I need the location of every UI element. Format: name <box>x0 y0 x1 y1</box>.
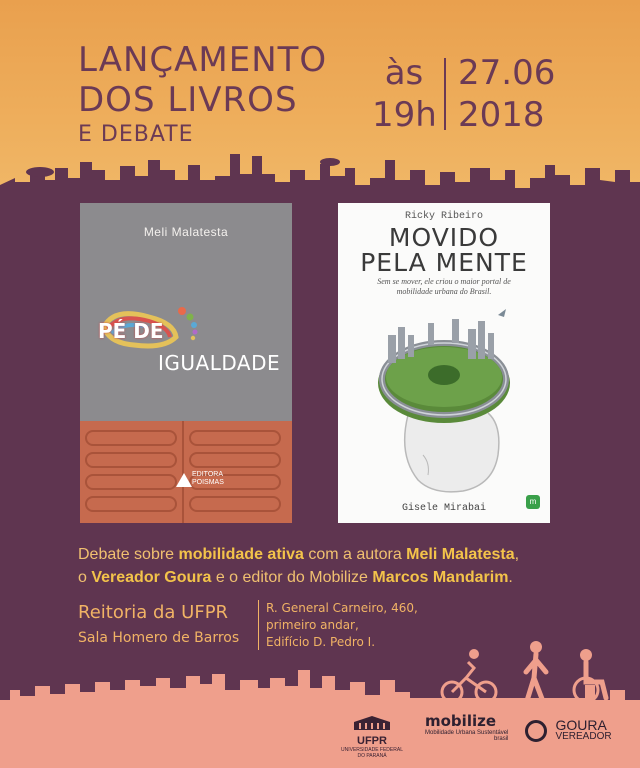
ufpr-fullname: UNIVERSIDADE FEDERAL DO PARANÁ <box>341 747 403 759</box>
ufpr-building-icon <box>352 716 392 730</box>
goura-text <box>555 719 611 743</box>
date-year: 2018 <box>458 95 545 135</box>
book1-title-part1: PÉ DE <box>98 319 164 343</box>
book1-paving-texture <box>80 421 292 523</box>
book-cover-pe-de-igualdade <box>80 203 292 523</box>
date-divider <box>444 58 446 130</box>
wheelchair-icon <box>566 648 616 706</box>
book2-author: Ricky Ribeiro <box>404 211 483 222</box>
address-line-1: R. General Carneiro, 460, <box>266 601 418 615</box>
mobilize-country: brasil <box>494 736 509 742</box>
venue-name: Reitoria da UFPR <box>78 602 229 623</box>
book2-title-line2: PELA MENTE <box>360 248 528 277</box>
tactile-paving-pattern <box>80 421 292 523</box>
desc-text: o <box>78 569 92 586</box>
publisher-name: POISMAS <box>192 479 224 486</box>
address-line-2: primeiro andar, <box>266 618 359 632</box>
desc-highlight: Marcos Mandarim <box>372 569 509 586</box>
event-description <box>78 543 598 589</box>
desc-text: , <box>514 546 520 563</box>
mobilize-tagline: Mobilidade Urbana Sustentável <box>425 730 509 736</box>
address-line-3: Edifício D. Pedro I. <box>266 635 376 649</box>
cyclist-icon <box>440 648 500 706</box>
desc-highlight: mobilidade ativa <box>178 546 304 563</box>
mobilize-name: mobilize <box>425 712 497 730</box>
venue-room: Sala Homero de Barros <box>78 630 240 646</box>
desc-text: Debate sobre <box>78 546 179 563</box>
publisher-label: EDITORA <box>192 471 223 478</box>
desc-text: e o editor do Mobilize <box>211 569 373 586</box>
book1-title-part2: IGUALDADE <box>158 351 281 375</box>
desc-highlight: Meli Malatesta <box>406 546 515 563</box>
goura-g-icon <box>525 720 547 742</box>
book1-author: Meli Malatesta <box>143 225 229 239</box>
event-date <box>458 52 555 136</box>
goura-name: GOURA <box>555 717 607 733</box>
pedestrian-icon <box>516 640 556 706</box>
goura-role: VEREADOR <box>555 731 612 742</box>
book2-title-line1: MOVIDO <box>388 223 500 252</box>
goura-logo <box>525 719 612 743</box>
book-cover-movido-pela-mente <box>338 203 550 523</box>
book2-bottom-author: Gisele Mirabai <box>401 503 486 514</box>
book1-publisher <box>192 471 224 487</box>
book2-title <box>338 225 550 275</box>
desc-text: . <box>508 569 513 586</box>
event-title <box>78 40 327 150</box>
title-line-3: E DEBATE <box>78 122 194 147</box>
desc-text: com a autora <box>303 546 407 563</box>
time-prefix: às <box>384 53 424 93</box>
title-line-2: DOS LIVROS <box>78 80 298 120</box>
mobilize-logo <box>425 712 508 742</box>
book2-publisher-logo: m <box>526 495 540 509</box>
desc-highlight: Vereador Goura <box>91 569 212 586</box>
event-time <box>372 52 436 136</box>
title-line-1: LANÇAMENTO <box>78 40 328 80</box>
date-day-month: 27.06 <box>458 53 556 93</box>
head-city-illustration <box>368 305 520 495</box>
ufpr-name: UFPR <box>357 735 387 747</box>
book2-subtitle: Sem se mover, ele criou o maior portal de mobilidade urbana do Brasil. <box>377 277 511 296</box>
publisher-triangle-icon <box>176 473 192 487</box>
ufpr-logo <box>340 716 404 759</box>
time-hour: 19h <box>372 95 437 135</box>
